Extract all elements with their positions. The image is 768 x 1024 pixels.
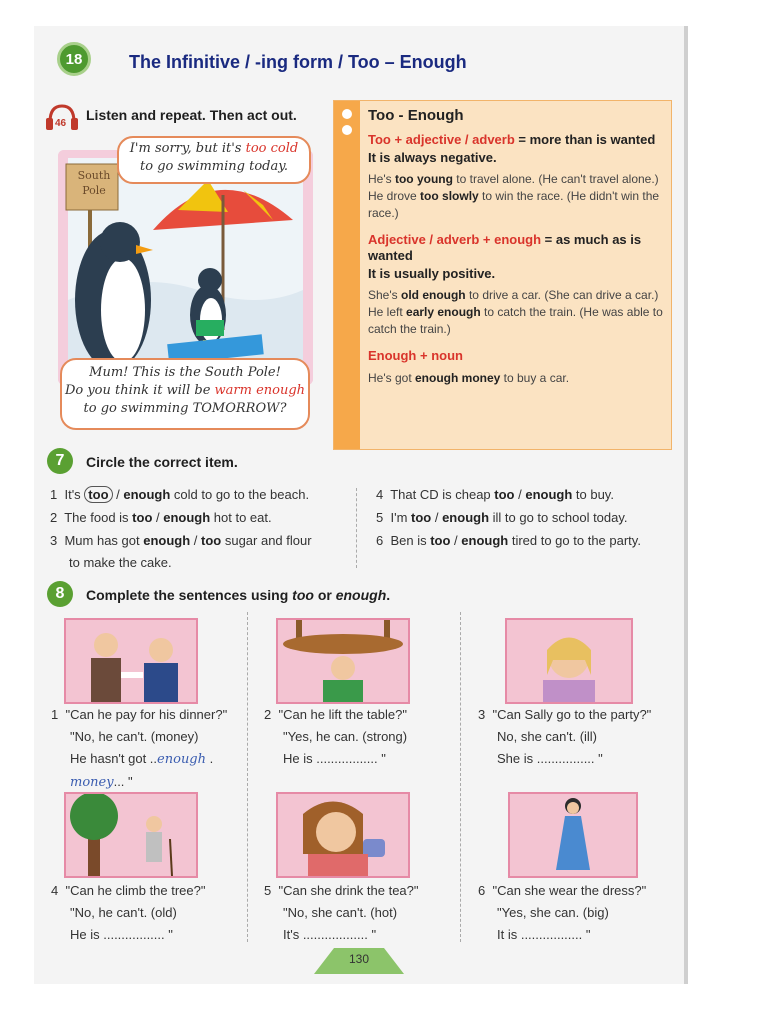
handwritten-answer: enough <box>157 752 207 767</box>
bubble2-highlight: warm enough <box>214 383 306 398</box>
speech-bubble-top <box>117 136 311 184</box>
grammar-rule-3 <box>368 348 663 364</box>
ex7-item-5: 5 I'm too / enough ill to go to school today. <box>376 510 628 525</box>
picture-girl-drinking-tea <box>276 792 410 878</box>
listen-heading: Listen and repeat. Then act out. <box>86 107 297 123</box>
speech-bubble-bottom <box>60 358 310 430</box>
ex8-item-1: 1 "Can he pay for his dinner?" "No, he can't. (money) He hasn't got ..enough . money... " <box>51 707 228 790</box>
ex7-item-3-cont: to make the cake. <box>69 555 172 570</box>
rule2-formula: Adjective / adverb + enough <box>368 232 542 247</box>
grammar-title: Too - Enough <box>368 107 464 124</box>
exercise-8-badge: 8 <box>47 581 73 607</box>
penguins-illustration <box>58 150 313 385</box>
answer-blank[interactable]: He is ................. " <box>283 751 386 766</box>
ex8-item-4: 4 "Can he climb the tree?" "No, he can't. (old) He is ................. " <box>51 880 206 946</box>
option-too[interactable]: too <box>494 487 515 502</box>
bubble1-text-end: to go swimming today. <box>140 159 288 174</box>
answer-blank[interactable]: It is ................. " <box>497 927 591 942</box>
bubble1-highlight: too cold <box>245 141 299 156</box>
handwritten-answer: money <box>70 775 114 790</box>
grammar-rule-2 <box>368 232 663 264</box>
bullet-dot-icon <box>342 125 352 135</box>
unit-title: The Infinitive / -ing form / Too – Enough <box>129 52 467 72</box>
option-too[interactable]: too <box>411 510 432 525</box>
picture-boy-lifting-table <box>276 618 410 704</box>
rule1-meaning: = more than is wanted <box>514 132 656 147</box>
unit-number-badge: 18 <box>57 42 91 76</box>
grammar-examples-3: He's got enough money to buy a car. <box>368 371 570 385</box>
grammar-examples-2: She's old enough to drive a car. (She can drive a car.) He left early enough to catch the train. (He was able to catch the train.) <box>368 288 663 336</box>
ex8-item-2: 2 "Can he lift the table?" "Yes, he can. (strong) He is ................. " <box>264 704 407 770</box>
ex7-item-6: 6 Ben is too / enough tired to go to the party. <box>376 533 641 548</box>
option-enough[interactable]: enough <box>525 487 573 502</box>
answer-blank[interactable]: She is ................ " <box>497 751 603 766</box>
option-too[interactable]: too <box>201 533 222 548</box>
grammar-examples-1: He's too young to travel alone. (He can't travel alone.) He drove too slowly to win the race. (He didn't win the race.) <box>368 172 660 220</box>
ex8-item-3: 3 "Can Sally go to the party?" No, she can't. (ill) She is ................ " <box>478 704 651 770</box>
audio-track-number: 46 <box>55 118 67 129</box>
circled-answer[interactable]: too <box>84 486 112 503</box>
answer-blank[interactable]: It's .................. " <box>283 927 377 942</box>
grammar-box-bar <box>334 101 360 449</box>
page-edge-shadow <box>684 26 688 984</box>
bubble1-text: I'm sorry, but it's <box>129 141 246 156</box>
picture-man-paying <box>64 618 198 704</box>
ex8-item-5: 5 "Can she drink the tea?" "No, she can't. (hot) It's .................. " <box>264 880 419 946</box>
option-enough[interactable]: enough <box>123 487 171 502</box>
exercise-7-heading: Circle the correct item. <box>86 454 238 470</box>
column-divider <box>356 488 357 568</box>
ex7-item-1: 1 It's too / enough cold to go to the beach. <box>50 487 310 502</box>
ex7-item-4: 4 That CD is cheap too / enough to buy. <box>376 487 614 502</box>
answer-blank[interactable]: He is ................. " <box>70 927 173 942</box>
rule3-formula: Enough + noun <box>368 348 463 363</box>
rule2-meaning: = as much as is wanted <box>368 232 642 263</box>
option-enough[interactable]: enough <box>461 533 509 548</box>
option-enough[interactable]: enough <box>442 510 490 525</box>
bubble2-line1: Mum! This is the South Pole! <box>89 365 281 380</box>
option-enough[interactable]: enough <box>163 510 211 525</box>
option-too[interactable]: too <box>430 533 451 548</box>
rule1-formula: Too + adjective / adverb <box>368 132 515 147</box>
column-divider <box>247 612 248 942</box>
exercise-7-badge: 7 <box>47 448 73 474</box>
option-too[interactable]: too <box>132 510 153 525</box>
sign-text-pole: Pole <box>82 184 106 197</box>
grammar-rule-2-note: It is usually positive. <box>368 266 496 281</box>
ex7-item-3: 3 Mum has got enough / too sugar and flour <box>50 533 312 548</box>
picture-girl-big-dress <box>508 792 638 878</box>
ex8-item-6: 6 "Can she wear the dress?" "Yes, she can. (big) It is ................. " <box>478 880 646 946</box>
bubble2-text: Do you think it will be <box>64 383 215 398</box>
sign-text-south: South <box>77 169 111 182</box>
bubble2-text-end: to go swimming TOMORROW? <box>83 401 287 416</box>
option-enough[interactable]: enough <box>143 533 191 548</box>
grammar-rule-1 <box>368 132 663 148</box>
picture-sick-girl <box>505 618 633 704</box>
picture-old-man-tree <box>64 792 198 878</box>
grammar-box <box>333 100 672 450</box>
bullet-dot-icon <box>342 109 352 119</box>
grammar-rule-1-note: It is always negative. <box>368 150 497 165</box>
exercise-8-heading: Complete the sentences using too or enough. <box>86 587 391 603</box>
page-number: 130 <box>348 952 370 966</box>
column-divider <box>460 612 461 942</box>
ex7-item-2: 2 The food is too / enough hot to eat. <box>50 510 272 525</box>
